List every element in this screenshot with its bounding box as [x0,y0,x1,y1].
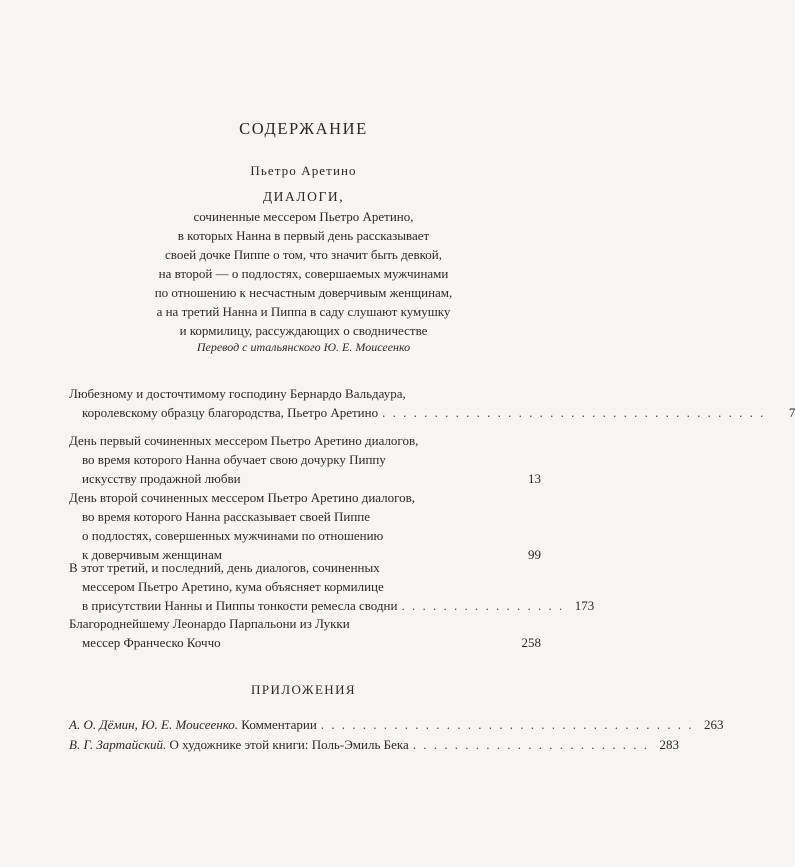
subtitle-line: сочиненные мессером Пьетро Аретино, [193,209,414,224]
appendix-page-number: 263 [704,717,724,732]
toc-entry[interactable] [69,384,795,422]
toc-entry-line: День первый сочиненных мессером Пьетро Аретино диалогов, [69,433,419,448]
toc-entry-line: В этот третий, и последний, день диалогов, сочиненных [69,560,380,575]
leader-dots: . . . . . . . . . . . . . . . . . . . . . . . . . . . . . . . . . . . . [320,717,694,732]
dialogues-title: ДИАЛОГИ, [262,189,345,204]
toc-entry-line: о подлостях, совершенных мужчинами по отношению [82,528,384,543]
toc-entry-line: во время которого Нанна обучает свою дочурку Пиппу [82,452,386,467]
subtitle-line: и кормилицу, рассуждающих о сводничестве [179,323,428,338]
subtitle-line: а на третий Нанна и Пиппа в саду слушают кумушку [156,304,451,319]
subtitle-line: своей дочке Пиппе о том, что значит быть девкой, [165,247,442,262]
toc-page-number: 13 [528,471,541,486]
toc-entry[interactable] [69,614,541,652]
appendix-author: А. О. Дёмин, Ю. Е. Моисеенко. [69,717,239,732]
toc-page-number: 258 [521,635,541,650]
author-name: Пьетро Аретино [250,163,357,178]
subtitle-line: по отношению к несчастным доверчивым женщинам, [154,285,453,300]
appendix-title: Комментарии [238,717,317,732]
toc-entry-line: к доверчивым женщинам [82,547,222,562]
toc-entry-line: День второй сочиненных мессером Пьетро Аретино диалогов, [69,490,416,505]
toc-page-number: 7 [788,405,795,420]
toc-entry-line: Любезному и досточтимому господину Бернардо Вальдаура, [69,386,406,401]
translator-credit: Перевод с итальянского Ю. Е. Моисеенко [196,340,411,354]
appendix-heading: ПРИЛОЖЕНИЯ [251,682,356,697]
appendix-title: О художнике этой книги: Поль-Эмиль Бека [166,737,409,752]
toc-entry-line: в присутствии Нанны и Пиппы тонкости ремесла сводни [82,598,398,613]
appendix-author: В. Г. Зартайский. [69,737,167,752]
appendix-entry[interactable] [69,735,679,754]
subtitle-line: в которых Нанна в первый день рассказывает [177,228,430,243]
toc-page-number: 99 [528,547,541,562]
leader-dots: . . . . . . . . . . . . . . . . . . . . . . . . . . . . . . . . . . . . . [382,405,766,420]
appendix-page-number: 283 [659,737,679,752]
leader-dots: . . . . . . . . . . . . . . . . . . . . . . . [412,737,649,752]
toc-entry-line: мессер Франческо Коччо [82,635,221,650]
toc-entry-line: королевскому образцу благородства, Пьетро Аретино [82,405,379,420]
toc-entry-line: Благороднейшему Леонардо Парпальони из Лукки [69,616,350,631]
toc-entry-line: во время которого Нанна рассказывает своей Пиппе [82,509,370,524]
toc-entry[interactable] [69,558,595,615]
subtitle-line: на второй — о подлостях, совершаемых мужчинами [158,266,449,281]
toc-entry-line: мессером Пьетро Аретино, кума объясняет кормилице [82,579,384,594]
page-title: СОДЕРЖАНИЕ [239,119,368,138]
toc-entry[interactable] [69,431,541,488]
dialogues-subtitle [0,207,607,340]
toc-entry-line: искусству продажной любви [82,471,241,486]
toc-page-number: 173 [574,598,595,613]
toc-entry[interactable] [69,488,541,564]
appendix-entry[interactable] [69,715,724,734]
leader-dots: . . . . . . . . . . . . . . . . [401,598,565,613]
